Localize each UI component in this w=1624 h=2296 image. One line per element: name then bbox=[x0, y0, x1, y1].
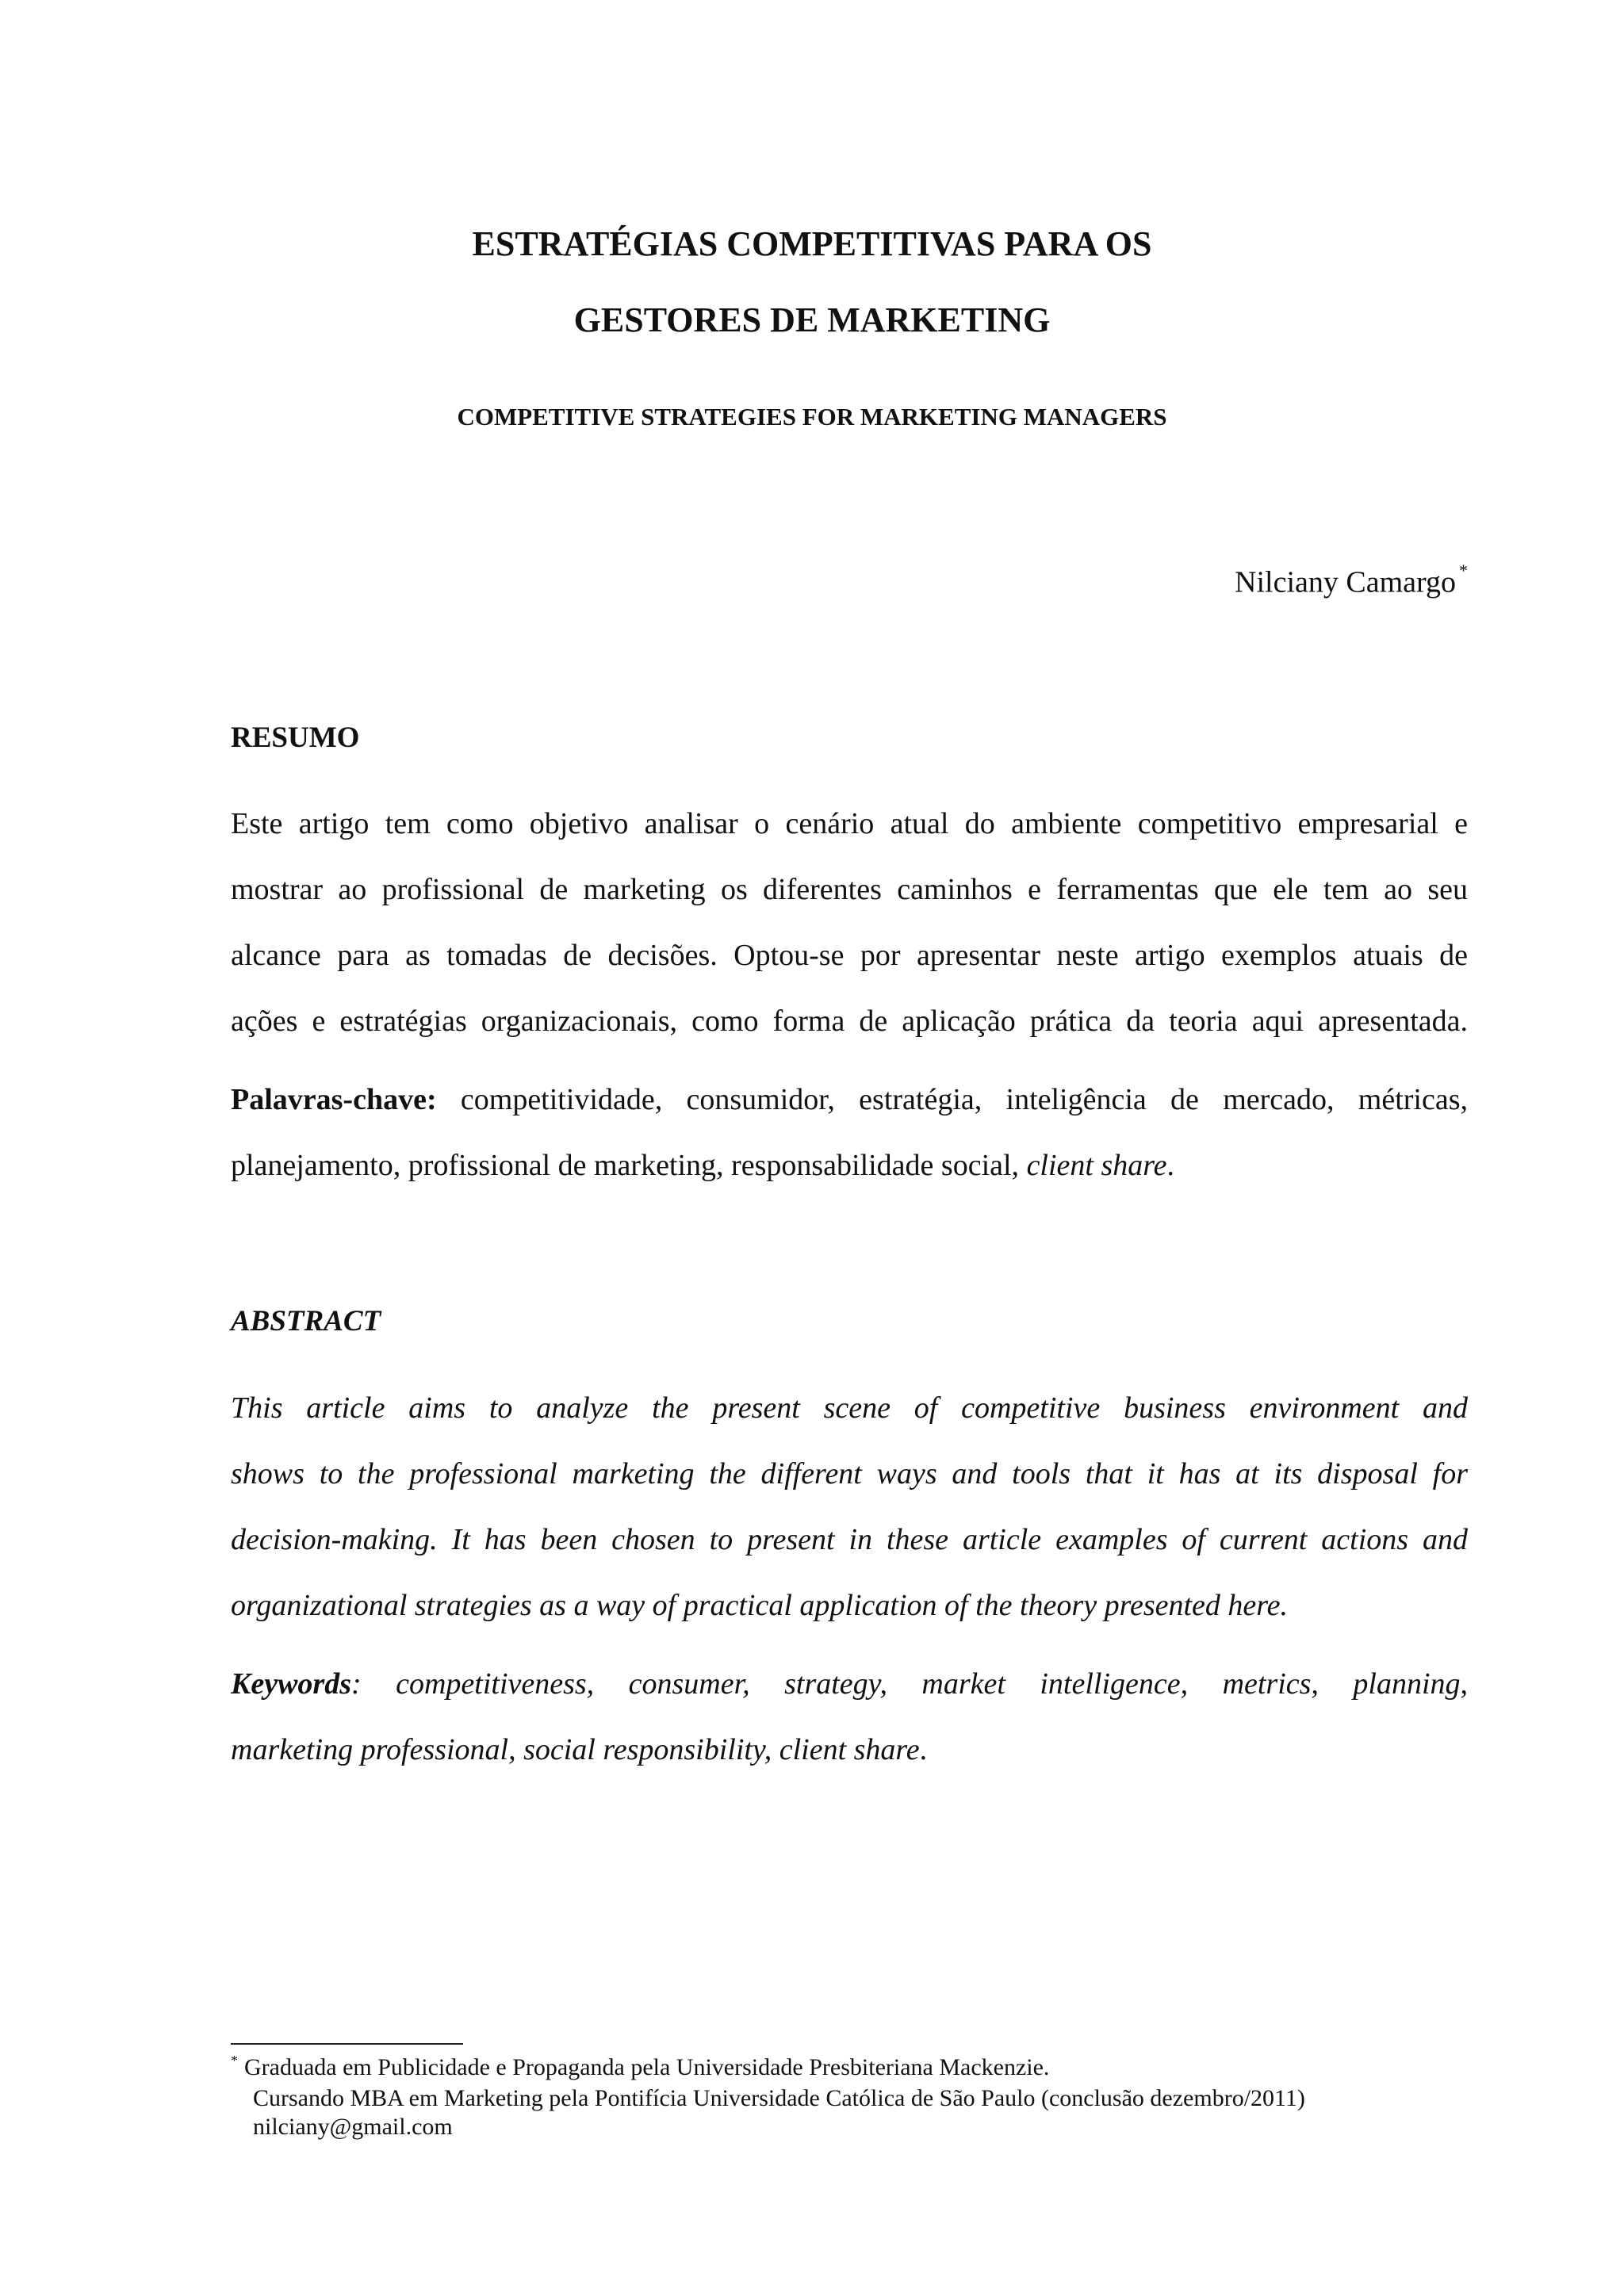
resumo-keywords-list-1: competitividade, consumidor, estratégia, inteligência de mercado, métricas, bbox=[460, 1083, 1469, 1116]
footnote-line1 bbox=[231, 2053, 1500, 2084]
footnote-email: nilciany@gmail.com bbox=[253, 2114, 453, 2140]
footnote-line1-text: Graduada em Publicidade e Propaganda pela Universidade Presbiteriana Mackenzie. bbox=[244, 2054, 1050, 2080]
abstract-keywords-end: . bbox=[919, 1733, 928, 1766]
resumo-line: alcance para as tomadas de decisões. Optou-se por apresentar neste artigo exemplos atuais de bbox=[231, 939, 1468, 972]
abstract-keywords-list-2: marketing professional, social responsibility, client share bbox=[231, 1733, 920, 1766]
resumo-line: ações e estratégias organizacionais, como forma de aplicação prática da teoria aqui apresentada. bbox=[231, 1004, 1468, 1038]
resumo-keywords bbox=[231, 1067, 1468, 1199]
abstract-keywords-list-1: : competitiveness, consumer, strategy, market intelligence, metrics, planning, bbox=[351, 1667, 1468, 1701]
resumo-keywords-line2 bbox=[231, 1133, 1468, 1199]
paper-subtitle: COMPETITIVE STRATEGIES FOR MARKETING MANAGERS bbox=[457, 403, 1167, 430]
abstract-keywords-label: Keywords bbox=[231, 1667, 351, 1701]
footnote-line2: Cursando MBA em Marketing pela Pontifícia Universidade Católica de São Paulo (conclusão dezembro/2011) bbox=[253, 2085, 1305, 2111]
abstract-keywords-line2 bbox=[231, 1717, 1468, 1783]
abstract-line: organizational strategies as a way of practical application of the theory presented here. bbox=[231, 1589, 1289, 1622]
resumo-keywords-italic: client share bbox=[1026, 1149, 1167, 1182]
abstract-line: This article aims to analyze the present scene of competitive business environment and bbox=[231, 1391, 1468, 1425]
paper-title-line2: GESTORES DE MARKETING bbox=[573, 300, 1051, 339]
resumo-line: Este artigo tem como objetivo analisar o cenário atual do ambiente competitivo empresarial e bbox=[231, 807, 1468, 840]
abstract-body bbox=[231, 1376, 1468, 1639]
abstract-line: decision-making. It has been chosen to present in these article examples of current actions and bbox=[231, 1523, 1468, 1556]
resumo-keywords-list-2: planejamento, profissional de marketing, responsabilidade social, bbox=[231, 1149, 1027, 1182]
footnote-rule bbox=[231, 2043, 463, 2045]
resumo-body bbox=[231, 791, 1468, 1054]
resumo-heading: RESUMO bbox=[231, 721, 360, 754]
footnote-mark: * bbox=[231, 2053, 238, 2068]
abstract-keywords bbox=[231, 1651, 1468, 1783]
author-name bbox=[1235, 557, 1468, 602]
abstract-heading: ABSTRACT bbox=[231, 1305, 381, 1337]
author-name-text: Nilciany Camargo bbox=[1235, 565, 1456, 599]
author-footnote-mark: * bbox=[1459, 561, 1468, 580]
paper-title-line1: ESTRATÉGIAS COMPETITIVAS PARA OS bbox=[472, 224, 1152, 263]
resumo-keywords-label: Palavras-chave: bbox=[231, 1083, 437, 1116]
resumo-line: mostrar ao profissional de marketing os diferentes caminhos e ferramentas que ele tem ao seu bbox=[231, 873, 1468, 906]
abstract-line: shows to the professional marketing the different ways and tools that it has at its disposal for bbox=[231, 1457, 1468, 1490]
footnote bbox=[231, 2053, 1500, 2141]
resumo-keywords-end: . bbox=[1166, 1149, 1174, 1182]
resumo-keywords-line1 bbox=[231, 1067, 1468, 1133]
abstract-keywords-line1 bbox=[231, 1651, 1468, 1717]
